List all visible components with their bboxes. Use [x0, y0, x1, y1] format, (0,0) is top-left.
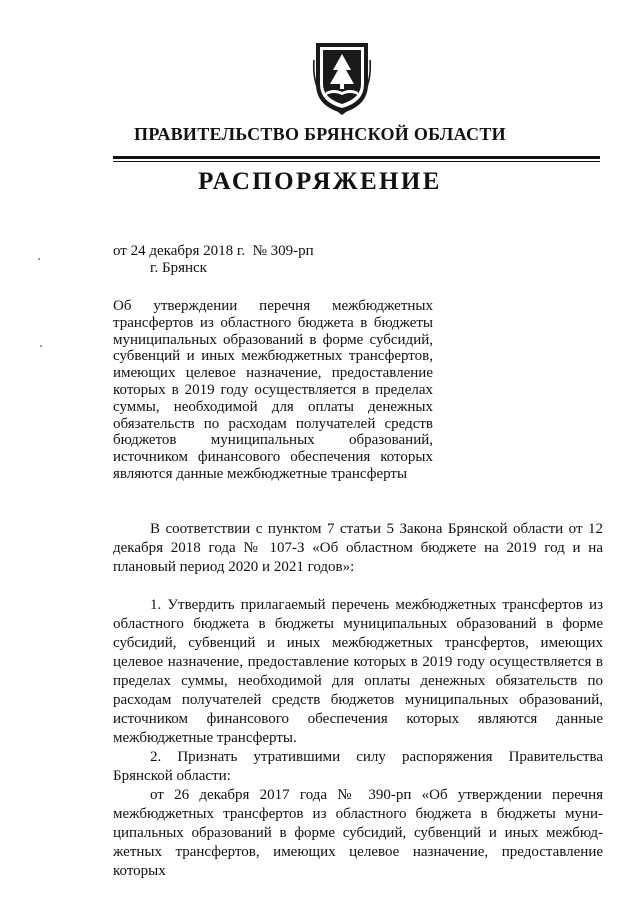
preamble-paragraph: В соответствии с пунктом 7 статьи 5 Закона Брянской области от 12 декабря 2018 года № 107-З «Об областном бюджете на 2019 год и на плановый период 2020 и 2021 годов»: [113, 521, 603, 575]
header-rule-thin [113, 161, 600, 162]
subject-line: источником финансового обеспечения которых [113, 449, 433, 466]
subject-line: суммы, необходимой для оплаты денежных [113, 398, 433, 415]
subject-line: обязательств по расходам получателей средств [113, 415, 433, 432]
document-type-title: РАСПОРЯЖЕНИЕ [198, 168, 442, 195]
subject-line: бюджетов муниципальных образований, [113, 432, 433, 449]
item-2-subparagraph: от 26 декабря 2017 года № 390-рп «Об утверждении перечня межбюджетных трансфертов из областного бюджета в бюджеты муни-ципальных образований в форме субсидий, субвенций и иных межбюд-жетных трансфертов, имеющих целевое назначение, предоставление которых [113, 787, 603, 879]
subject-line: муниципальных образований в форме субсидий, [113, 331, 433, 348]
subject-line: Об утверждении перечня межбюджетных [113, 298, 433, 314]
subject-line: трансфертов из областного бюджета в бюджеты [113, 314, 433, 331]
subject-line: которых в 2019 году осуществляется в пределах [113, 381, 433, 398]
header-rule-thick [113, 156, 600, 159]
item-2-paragraph: 2. Признать утратившими силу распоряжения Правительства Брянской области: [113, 749, 603, 784]
subject-line: являются данные межбюджетные трансферты [113, 465, 408, 482]
document-body [113, 520, 603, 881]
item-1-paragraph: 1. Утвердить прилагаемый перечень межбюджетных трансфертов из областного бюджета в бюджеты муниципальных образований в форме субсидий, субвенций и иных межбюджетных трансфертов, имеющих целевое назначение, предоставление которых в 2019 году осуществляется в пределах суммы, необходимой для оплаты денежных обязательств по расходам получателей средств бюджетов муниципальных образований, источником финансового обеспечения которых являются данные межбюджетные трансферты. [113, 597, 603, 746]
document-subject [113, 298, 433, 483]
organization-title: ПРАВИТЕЛЬСТВО БРЯНСКОЙ ОБЛАСТИ [134, 124, 506, 144]
city-line: г. Брянск [150, 260, 207, 276]
scan-speck [38, 258, 40, 260]
date-number-line: от 24 декабря 2018 г. № 309-рп [113, 243, 314, 259]
subject-line: имеющих целевое назначение, предоставление [113, 365, 433, 382]
subject-line: субвенций и иных межбюджетных трансфертов, [113, 348, 433, 365]
scan-speck [40, 345, 42, 347]
paragraph-gap [113, 577, 603, 596]
bryansk-coat-of-arms-icon [312, 40, 372, 115]
